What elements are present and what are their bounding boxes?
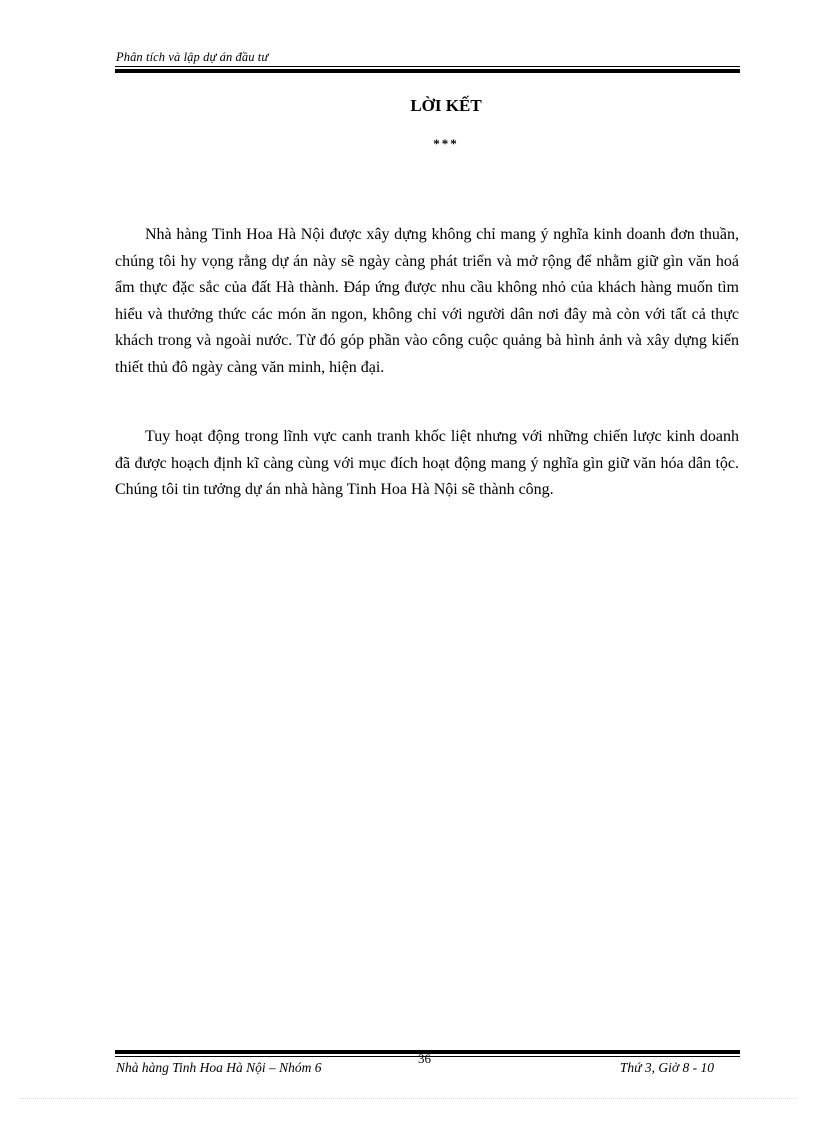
title-separator: *** — [433, 136, 459, 151]
footer-group-name: Nhà hàng Tinh Hoa Hà Nội – Nhóm 6 — [116, 1060, 322, 1075]
footer-page-number: 36 — [418, 1051, 431, 1066]
paragraph-2: Tuy hoạt động trong lĩnh vực canh tranh khốc liệt nhưng với những chiến lược kinh doanh đã được hoạch định kĩ càng cùng với mục đích hoạt động mang ý nghĩa gìn giữ văn hóa dân tộc. Chúng tôi tin tưởng dự án nhà hàng Tinh Hoa Hà Nội sẽ thành công. — [115, 428, 739, 498]
paragraph-block-1 — [115, 222, 739, 381]
footer-schedule: Thứ 3, Giờ 8 - 10 — [619, 1060, 714, 1075]
section-title: LỜI KẾT — [410, 96, 482, 115]
paragraph-block-2 — [115, 424, 739, 504]
page-header-title: Phân tích và lập dự án đầu tư — [116, 50, 269, 64]
header-rule-thick — [115, 69, 740, 73]
header-rule-thin — [115, 66, 740, 67]
page-bottom-edge — [20, 1098, 796, 1099]
paragraph-1: Nhà hàng Tinh Hoa Hà Nội được xây dựng không chỉ mang ý nghĩa kinh doanh đơn thuần, chúng tôi hy vọng rằng dự án này sẽ ngày càng phát triển và mở rộng để nhằm giữ gìn văn hoá ẩm thực đặc sắc của đất Hà thành. Đáp ứng được nhu cầu không nhỏ của khách hàng muốn tìm hiểu và thưởng thức các món ăn ngon, không chỉ với người dân nơi đây mà còn với tất cả thực khách trong và ngoài nước. Từ đó góp phần vào công cuộc quảng bà hình ảnh và xây dựng kiến thiết thủ đô ngày càng văn minh, hiện đại. — [115, 226, 739, 376]
